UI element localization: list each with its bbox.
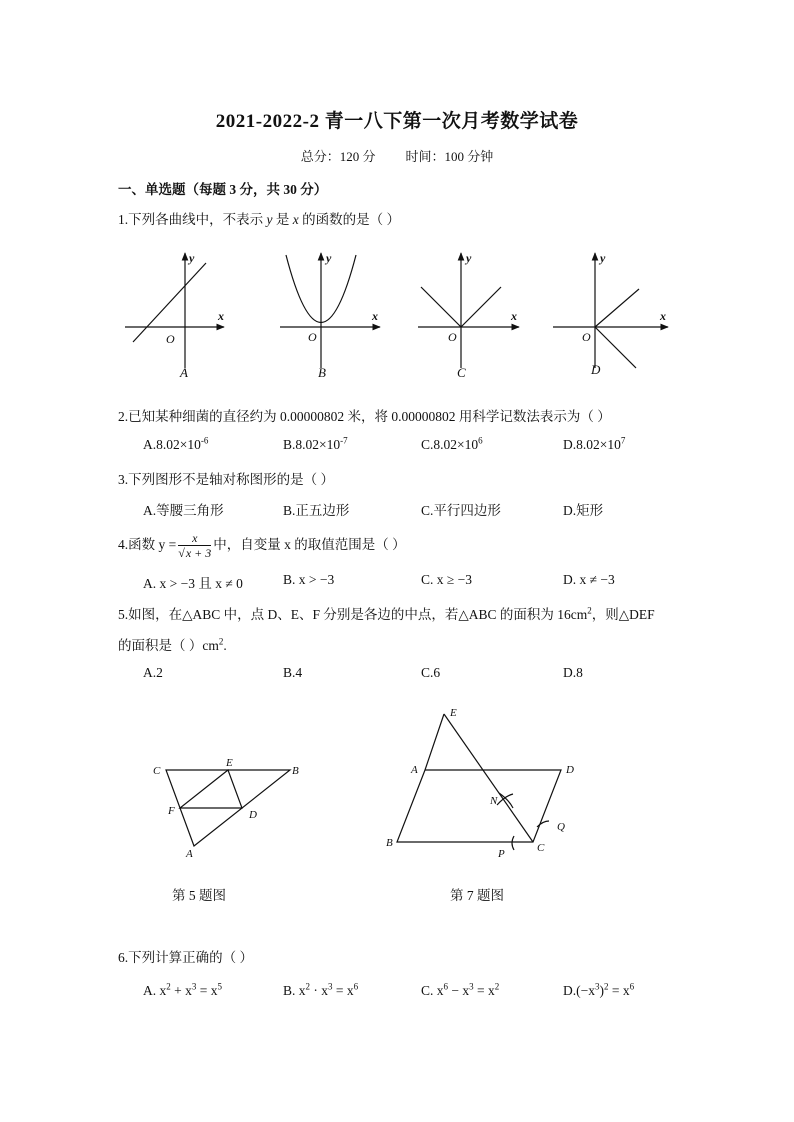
fig7-label-b: B bbox=[386, 837, 393, 849]
q2-option-a: $A.8.02\times 10^{-6}$ bbox=[143, 435, 209, 452]
q3-option-d: D.矩形 bbox=[563, 503, 604, 518]
fig5-label-d: D bbox=[249, 809, 257, 821]
figure-5 bbox=[166, 770, 290, 846]
graph-d-origin: O bbox=[582, 330, 591, 344]
graph-c-origin: O bbox=[448, 330, 457, 344]
graph-a-origin: O bbox=[166, 332, 175, 346]
q4-option-b: B. x > −3 bbox=[283, 572, 335, 587]
graph-c bbox=[418, 253, 519, 368]
fig5-label-e: E bbox=[226, 757, 233, 769]
graph-a bbox=[125, 253, 224, 368]
question-2-stem: 2.已知某种细菌的直径约为 0.00000802 米，将 0.00000802 用科学记数法表示为（ ） bbox=[118, 409, 611, 424]
graph-a-caption: A bbox=[180, 365, 188, 380]
graph-b-y-label: y bbox=[326, 251, 332, 265]
graph-d-x-label: x bbox=[660, 309, 666, 323]
exam-time: 时间：100 分钟 bbox=[405, 149, 494, 164]
q4-option-d: D. x ≠ −3 bbox=[563, 572, 615, 587]
q6-option-c: C. $x^6 - x^3 = x^2$ bbox=[421, 981, 500, 998]
q3-option-c: C.平行四边形 bbox=[421, 503, 501, 518]
q5-option-b: B.4 bbox=[283, 665, 303, 680]
fig7-label-c: C bbox=[537, 842, 545, 854]
q4-option-c: C. x ≥ −3 bbox=[421, 572, 473, 587]
q2-option-b: $B.8.02\times 10^{-7}$ bbox=[283, 435, 348, 452]
graph-a-y-label: y bbox=[189, 251, 195, 265]
fig7-label-a: A bbox=[411, 764, 418, 776]
graph-b-origin: O bbox=[308, 330, 317, 344]
q4-option-a: A. x > −3 且 x ≠ 0 bbox=[143, 576, 243, 591]
fig7-label-n: N bbox=[490, 795, 498, 807]
fig7-label-q: Q bbox=[557, 821, 565, 833]
q2-option-d: $D.8.02\times 10^7$ bbox=[563, 435, 626, 452]
question-4-stem: 4.函数 y = $\frac{x}{√x + 3}$ 中，自变量 x 的取值范围是（ ） bbox=[118, 530, 406, 560]
graph-d-caption: D bbox=[591, 362, 601, 377]
graph-b-caption: B bbox=[318, 365, 326, 380]
section-heading: 一、单选题（每题 3 分，共 30 分） bbox=[118, 182, 328, 197]
figure-7-caption: 第 7 题图 bbox=[450, 888, 504, 903]
fig7-label-e: E bbox=[450, 707, 457, 719]
q5-option-d: D.8 bbox=[563, 665, 583, 680]
graph-c-y-label: y bbox=[466, 251, 472, 265]
figure-7 bbox=[397, 714, 561, 850]
question-1-stem: 1.下列各曲线中，不表示 y 是 x 的函数的是（ ） bbox=[118, 212, 400, 227]
graph-b bbox=[280, 253, 380, 368]
fig5-label-f: F bbox=[168, 805, 175, 817]
figures-5-and-7 bbox=[0, 700, 794, 870]
fig7-label-p: P bbox=[498, 848, 505, 860]
graph-d bbox=[553, 253, 668, 368]
q3-option-b: B.正五边形 bbox=[283, 503, 350, 518]
fig5-label-b: B bbox=[292, 765, 299, 777]
q6-option-d: $D.(-x^3)^2 = x^6$ bbox=[563, 981, 635, 998]
q2-option-c: $C.8.02\times 10^6$ bbox=[421, 435, 483, 452]
q4-fraction: $\frac{x}{√x + 3}$ bbox=[178, 530, 212, 560]
fig5-label-c: C bbox=[153, 765, 161, 777]
graph-a-x-label: x bbox=[218, 309, 224, 323]
q5-option-a: A.2 bbox=[143, 665, 163, 680]
graph-c-caption: C bbox=[457, 365, 466, 380]
q6-option-a: A. $x^2 + x^3 = x^5$ bbox=[143, 981, 222, 998]
figure-5-caption: 第 5 题图 bbox=[172, 888, 226, 903]
exam-meta bbox=[0, 146, 794, 165]
page-title: 2021-2022-2 青一八下第一次月考数学试卷 bbox=[215, 111, 579, 132]
fig5-label-a: A bbox=[186, 848, 193, 860]
fig7-label-d: D bbox=[566, 764, 574, 776]
q5-option-c: C.6 bbox=[421, 665, 441, 680]
graph-b-x-label: x bbox=[372, 309, 378, 323]
question-3-stem: 3.下列图形不是轴对称图形的是（ ） bbox=[118, 472, 334, 487]
graph-c-x-label: x bbox=[511, 309, 517, 323]
q3-option-a: A.等腰三角形 bbox=[143, 503, 224, 518]
question-6-stem: 6.下列计算正确的（ ） bbox=[118, 950, 253, 965]
q6-option-b: B. $x^2 \cdot x^3 = x^6$ bbox=[283, 981, 359, 998]
total-score: 总分：120 分 bbox=[300, 149, 376, 164]
question-5-line-2: 的面积是（ ）$cm^2$. bbox=[118, 636, 227, 653]
graph-d-y-label: y bbox=[600, 251, 606, 265]
question-5-line-1: 5.如图，在△ABC 中，点 D、E、F 分别是各边的中点，若△ABC 的面积为 $16cm^2$，则△DEF bbox=[118, 605, 655, 622]
question-1-graphs bbox=[0, 240, 794, 390]
